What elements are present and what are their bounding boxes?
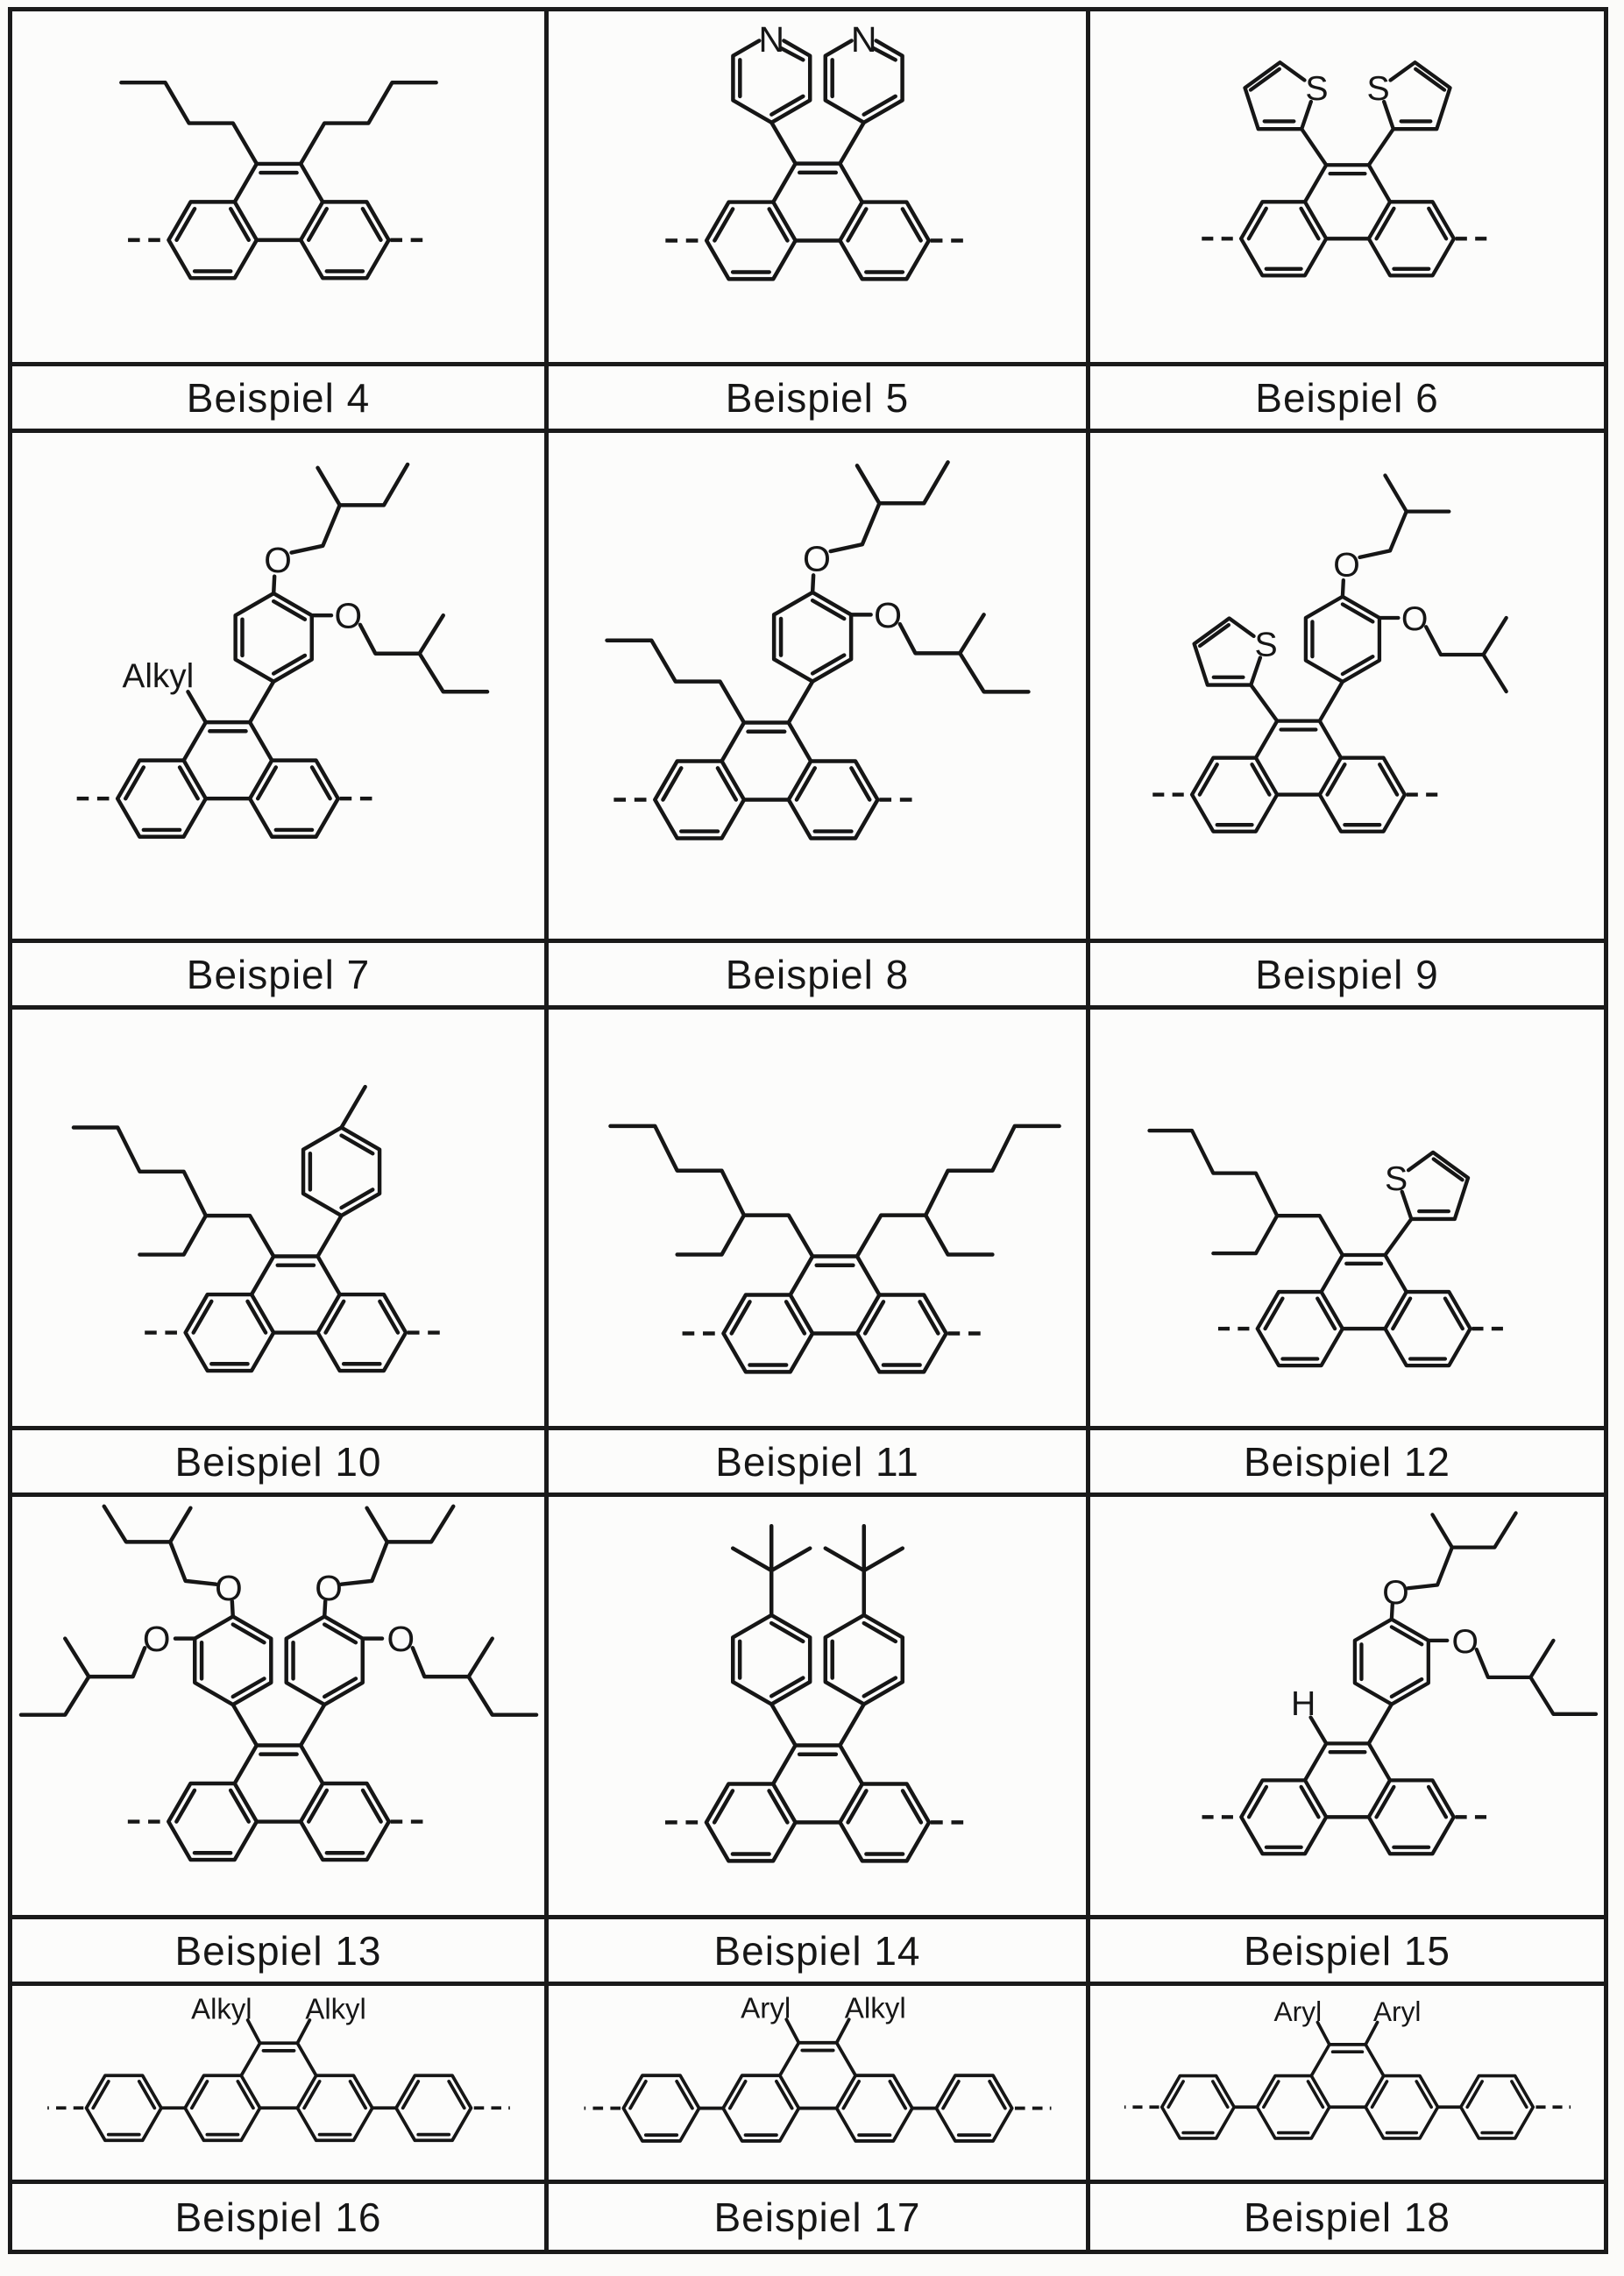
caption-beispiel-18: Beispiel 18 [1089, 2182, 1606, 2252]
structure-beispiel-12-ethylhexyl-thienyl [1094, 1019, 1601, 1417]
structure-cell-beispiel-16 [11, 1984, 547, 2182]
substituent-label-alkyl: Alkyl [844, 1992, 906, 2025]
atom-label-oxygen: O [1451, 1622, 1479, 1661]
structure-cell-beispiel-7 [11, 431, 547, 941]
structure-cell-beispiel-4 [11, 10, 547, 365]
atom-label-oxygen: O [386, 1618, 415, 1659]
structure-beispiel-13-bis-dialkoxyphenyl [16, 1500, 542, 1913]
structure-beispiel-16-alkyl-alkyl-diphenyl [16, 1987, 542, 2179]
butyl-chain-right [301, 82, 436, 164]
examples-table [8, 7, 1608, 2254]
ethylhexyl-chain-left [610, 1126, 812, 1257]
caption-beispiel-8: Beispiel 8 [547, 941, 1089, 1008]
structure-cell-beispiel-8 [547, 431, 1089, 941]
structure-cell-beispiel-12 [1089, 1008, 1606, 1429]
substituent-label-alkyl: Alkyl [304, 1992, 366, 2025]
caption-beispiel-16: Beispiel 16 [11, 2182, 547, 2252]
structure-beispiel-8-butyl-dialkoxyphenyl [552, 433, 1083, 939]
methylbutoxy-chain-side [899, 624, 959, 653]
structure-cell-beispiel-14 [547, 1495, 1089, 1918]
butyl-chain-left [121, 82, 257, 164]
structure-beispiel-11-bis-ethylhexyl [552, 1010, 1083, 1426]
caption-beispiel-13: Beispiel 13 [11, 1918, 547, 1984]
substituent-label-aryl: Aryl [1273, 1995, 1322, 2027]
substituent-label-aryl: Aryl [1372, 1995, 1421, 2027]
caption-beispiel-12: Beispiel 12 [1089, 1429, 1606, 1495]
atom-label-oxygen: O [873, 595, 902, 636]
caption-beispiel-7: Beispiel 7 [11, 941, 547, 1008]
structure-cell-beispiel-15 [1089, 1495, 1606, 1918]
atom-label-oxygen: O [214, 1567, 243, 1608]
structure-cell-beispiel-6 [1089, 10, 1606, 365]
structure-beispiel-14-bis-tertbutylphenyl [552, 1497, 1083, 1915]
structure-beispiel-4-dibutyl-phenanthrene [16, 13, 542, 360]
structure-cell-beispiel-18 [1089, 1984, 1606, 2182]
structure-cell-beispiel-5 [547, 10, 1089, 365]
atom-label-oxygen: O [1381, 1573, 1409, 1612]
structure-cell-beispiel-17 [547, 1984, 1089, 2182]
methylbutoxy-chain-top [291, 464, 408, 553]
atom-label-oxygen: O [802, 538, 831, 579]
atom-label-oxygen: O [142, 1618, 171, 1659]
substituent-label-alkyl: Alkyl [122, 657, 194, 696]
methylbutoxy-chain-top [1408, 1513, 1515, 1588]
caption-beispiel-4: Beispiel 4 [11, 365, 547, 431]
structure-beispiel-9-thienyl-diisobutoxyphenyl [1094, 444, 1601, 927]
substituent-label-alkyl: Alkyl [190, 1992, 252, 2025]
atom-label-oxygen: O [263, 539, 292, 580]
structure-beispiel-17-aryl-alkyl-diphenyl [552, 1986, 1083, 2180]
structure-cell-beispiel-10 [11, 1008, 547, 1429]
methylbutoxy-chain-top-right [341, 1506, 453, 1584]
ethylhexyl-chain [1149, 1131, 1342, 1255]
atom-label-hydrogen: H [1290, 1684, 1316, 1723]
methylbutoxy-chain-side [359, 625, 419, 654]
caption-beispiel-17: Beispiel 17 [547, 2182, 1089, 2252]
structure-cell-beispiel-11 [547, 1008, 1089, 1429]
caption-beispiel-5: Beispiel 5 [547, 365, 1089, 431]
ethylhexyl-chain [73, 1127, 273, 1256]
methylbutoxy-chain-side-right [412, 1648, 468, 1677]
structure-beispiel-5-dipyridyl-phenanthrene [552, 11, 1083, 362]
atom-label-oxygen: O [1332, 545, 1360, 585]
caption-beispiel-6: Beispiel 6 [1089, 365, 1606, 431]
substituent-label-aryl: Aryl [740, 1992, 791, 2025]
structure-beispiel-10-ethylhexyl-tolyl [16, 1012, 542, 1424]
methylbutoxy-chain-top [830, 462, 947, 551]
atom-label-oxygen: O [314, 1567, 343, 1608]
structure-cell-beispiel-9 [1089, 431, 1606, 941]
structure-cell-beispiel-13 [11, 1495, 547, 1918]
atom-label-oxygen: O [334, 595, 362, 636]
structure-beispiel-6-dithienyl-phenanthrene [1094, 19, 1601, 355]
caption-beispiel-14: Beispiel 14 [547, 1918, 1089, 1984]
isobutoxy-chain-side [1426, 627, 1483, 655]
tolyl-methyl [341, 1087, 365, 1127]
ethylhexyl-chain-right [856, 1126, 1059, 1257]
methylbutoxy-chain-side-left [89, 1648, 145, 1677]
methylbutoxy-chain-side [1476, 1649, 1530, 1677]
caption-beispiel-10: Beispiel 10 [11, 1429, 547, 1495]
caption-beispiel-15: Beispiel 15 [1089, 1918, 1606, 1984]
caption-beispiel-9: Beispiel 9 [1089, 941, 1606, 1008]
butyl-chain [606, 641, 743, 723]
structure-beispiel-15-h-dialkoxyphenyl [1094, 1507, 1601, 1905]
structure-beispiel-7-alkyl-dialkoxyphenyl [16, 436, 542, 936]
methylbutoxy-chain-top-left [103, 1506, 216, 1584]
structure-beispiel-18-aryl-aryl-diphenyl [1094, 1990, 1601, 2175]
atom-label-oxygen: O [1401, 599, 1428, 638]
caption-beispiel-11: Beispiel 11 [547, 1429, 1089, 1495]
isobutoxy-chain-top [1359, 512, 1449, 557]
